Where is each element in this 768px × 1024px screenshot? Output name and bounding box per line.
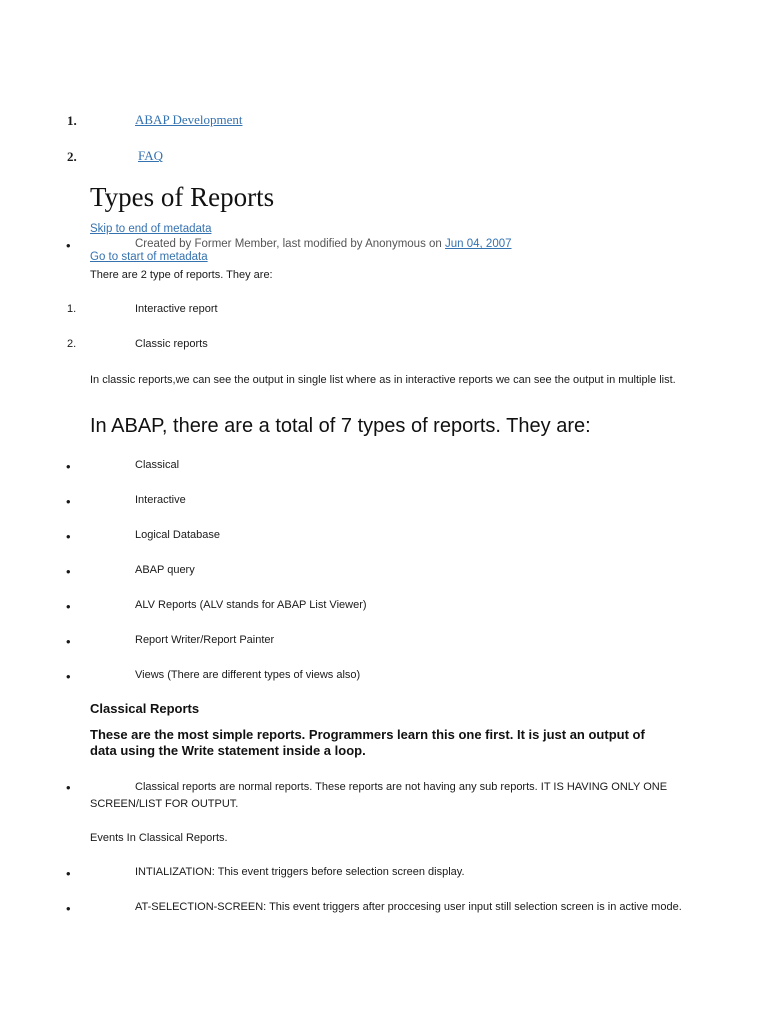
go-to-start-link[interactable]: Go to start of metadata bbox=[90, 251, 208, 263]
event-initialization: INTIALIZATION: This event triggers before selection screen display. bbox=[135, 866, 465, 878]
classical-heading: Classical Reports bbox=[90, 701, 200, 716]
type-item-report-writer: Report Writer/Report Painter bbox=[135, 634, 275, 646]
type-item-views: Views (There are different types of views also) bbox=[135, 669, 361, 681]
type-item-alv-reports: ALV Reports (ALV stands for ABAP List Viewer) bbox=[135, 599, 367, 611]
types-heading: In ABAP, there are a total of 7 types of reports. They are: bbox=[90, 415, 591, 437]
bullet-glyph: • bbox=[66, 459, 71, 474]
intro-text: There are 2 type of reports. They are: bbox=[90, 269, 273, 281]
intro-number-1: 1. bbox=[67, 303, 77, 315]
page-metadata bbox=[135, 238, 512, 250]
type-item-abap-query: ABAP query bbox=[135, 564, 195, 576]
metadata-date-link[interactable]: Jun 04, 2007 bbox=[445, 238, 512, 250]
bullet-glyph: • bbox=[66, 238, 71, 253]
nav-link-abap-development[interactable]: ABAP Development bbox=[135, 112, 243, 127]
events-label: Events In Classical Reports. bbox=[90, 832, 228, 844]
bullet-glyph: • bbox=[66, 669, 71, 684]
metadata-text: Created by Former Member, last modified by Anonymous on bbox=[135, 238, 446, 250]
event-at-selection-screen: AT-SELECTION-SCREEN: This event triggers after proccesing user input still selection screen is in active mode. bbox=[135, 901, 682, 913]
bullet-glyph: • bbox=[66, 494, 71, 509]
bullet-glyph: • bbox=[66, 529, 71, 544]
nav-number-2: 2. bbox=[67, 149, 77, 164]
bullet-glyph: • bbox=[66, 564, 71, 579]
intro-item-interactive: Interactive report bbox=[135, 303, 218, 315]
nav-number-1: 1. bbox=[67, 113, 77, 128]
type-item-interactive: Interactive bbox=[135, 494, 186, 506]
bullet-glyph: • bbox=[66, 634, 71, 649]
intro-note: In classic reports,we can see the output in single list where as in interactive reports we can see the output in multiple list. bbox=[90, 374, 676, 386]
bullet-glyph: • bbox=[66, 901, 71, 916]
bullet-glyph: • bbox=[66, 780, 71, 795]
intro-number-2: 2. bbox=[67, 338, 77, 350]
bullet-glyph: • bbox=[66, 866, 71, 881]
intro-item-classic: Classic reports bbox=[135, 338, 208, 350]
classical-description: Classical reports are normal reports. These reports are not having any sub reports. IT IS HAVING ONLY ONE SCREEN/LIST FOR OUTPUT. bbox=[90, 781, 668, 810]
page-title: Types of Reports bbox=[90, 182, 275, 212]
classical-subheading: These are the most simple reports. Programmers learn this one first. It is just an output of data using the Write statement inside a loop. bbox=[90, 727, 645, 758]
type-item-classical: Classical bbox=[135, 459, 180, 471]
type-item-logical-database: Logical Database bbox=[135, 529, 221, 541]
bullet-glyph: • bbox=[66, 599, 71, 614]
skip-to-end-link[interactable]: Skip to end of metadata bbox=[90, 223, 212, 235]
nav-link-faq[interactable]: FAQ bbox=[138, 148, 164, 163]
